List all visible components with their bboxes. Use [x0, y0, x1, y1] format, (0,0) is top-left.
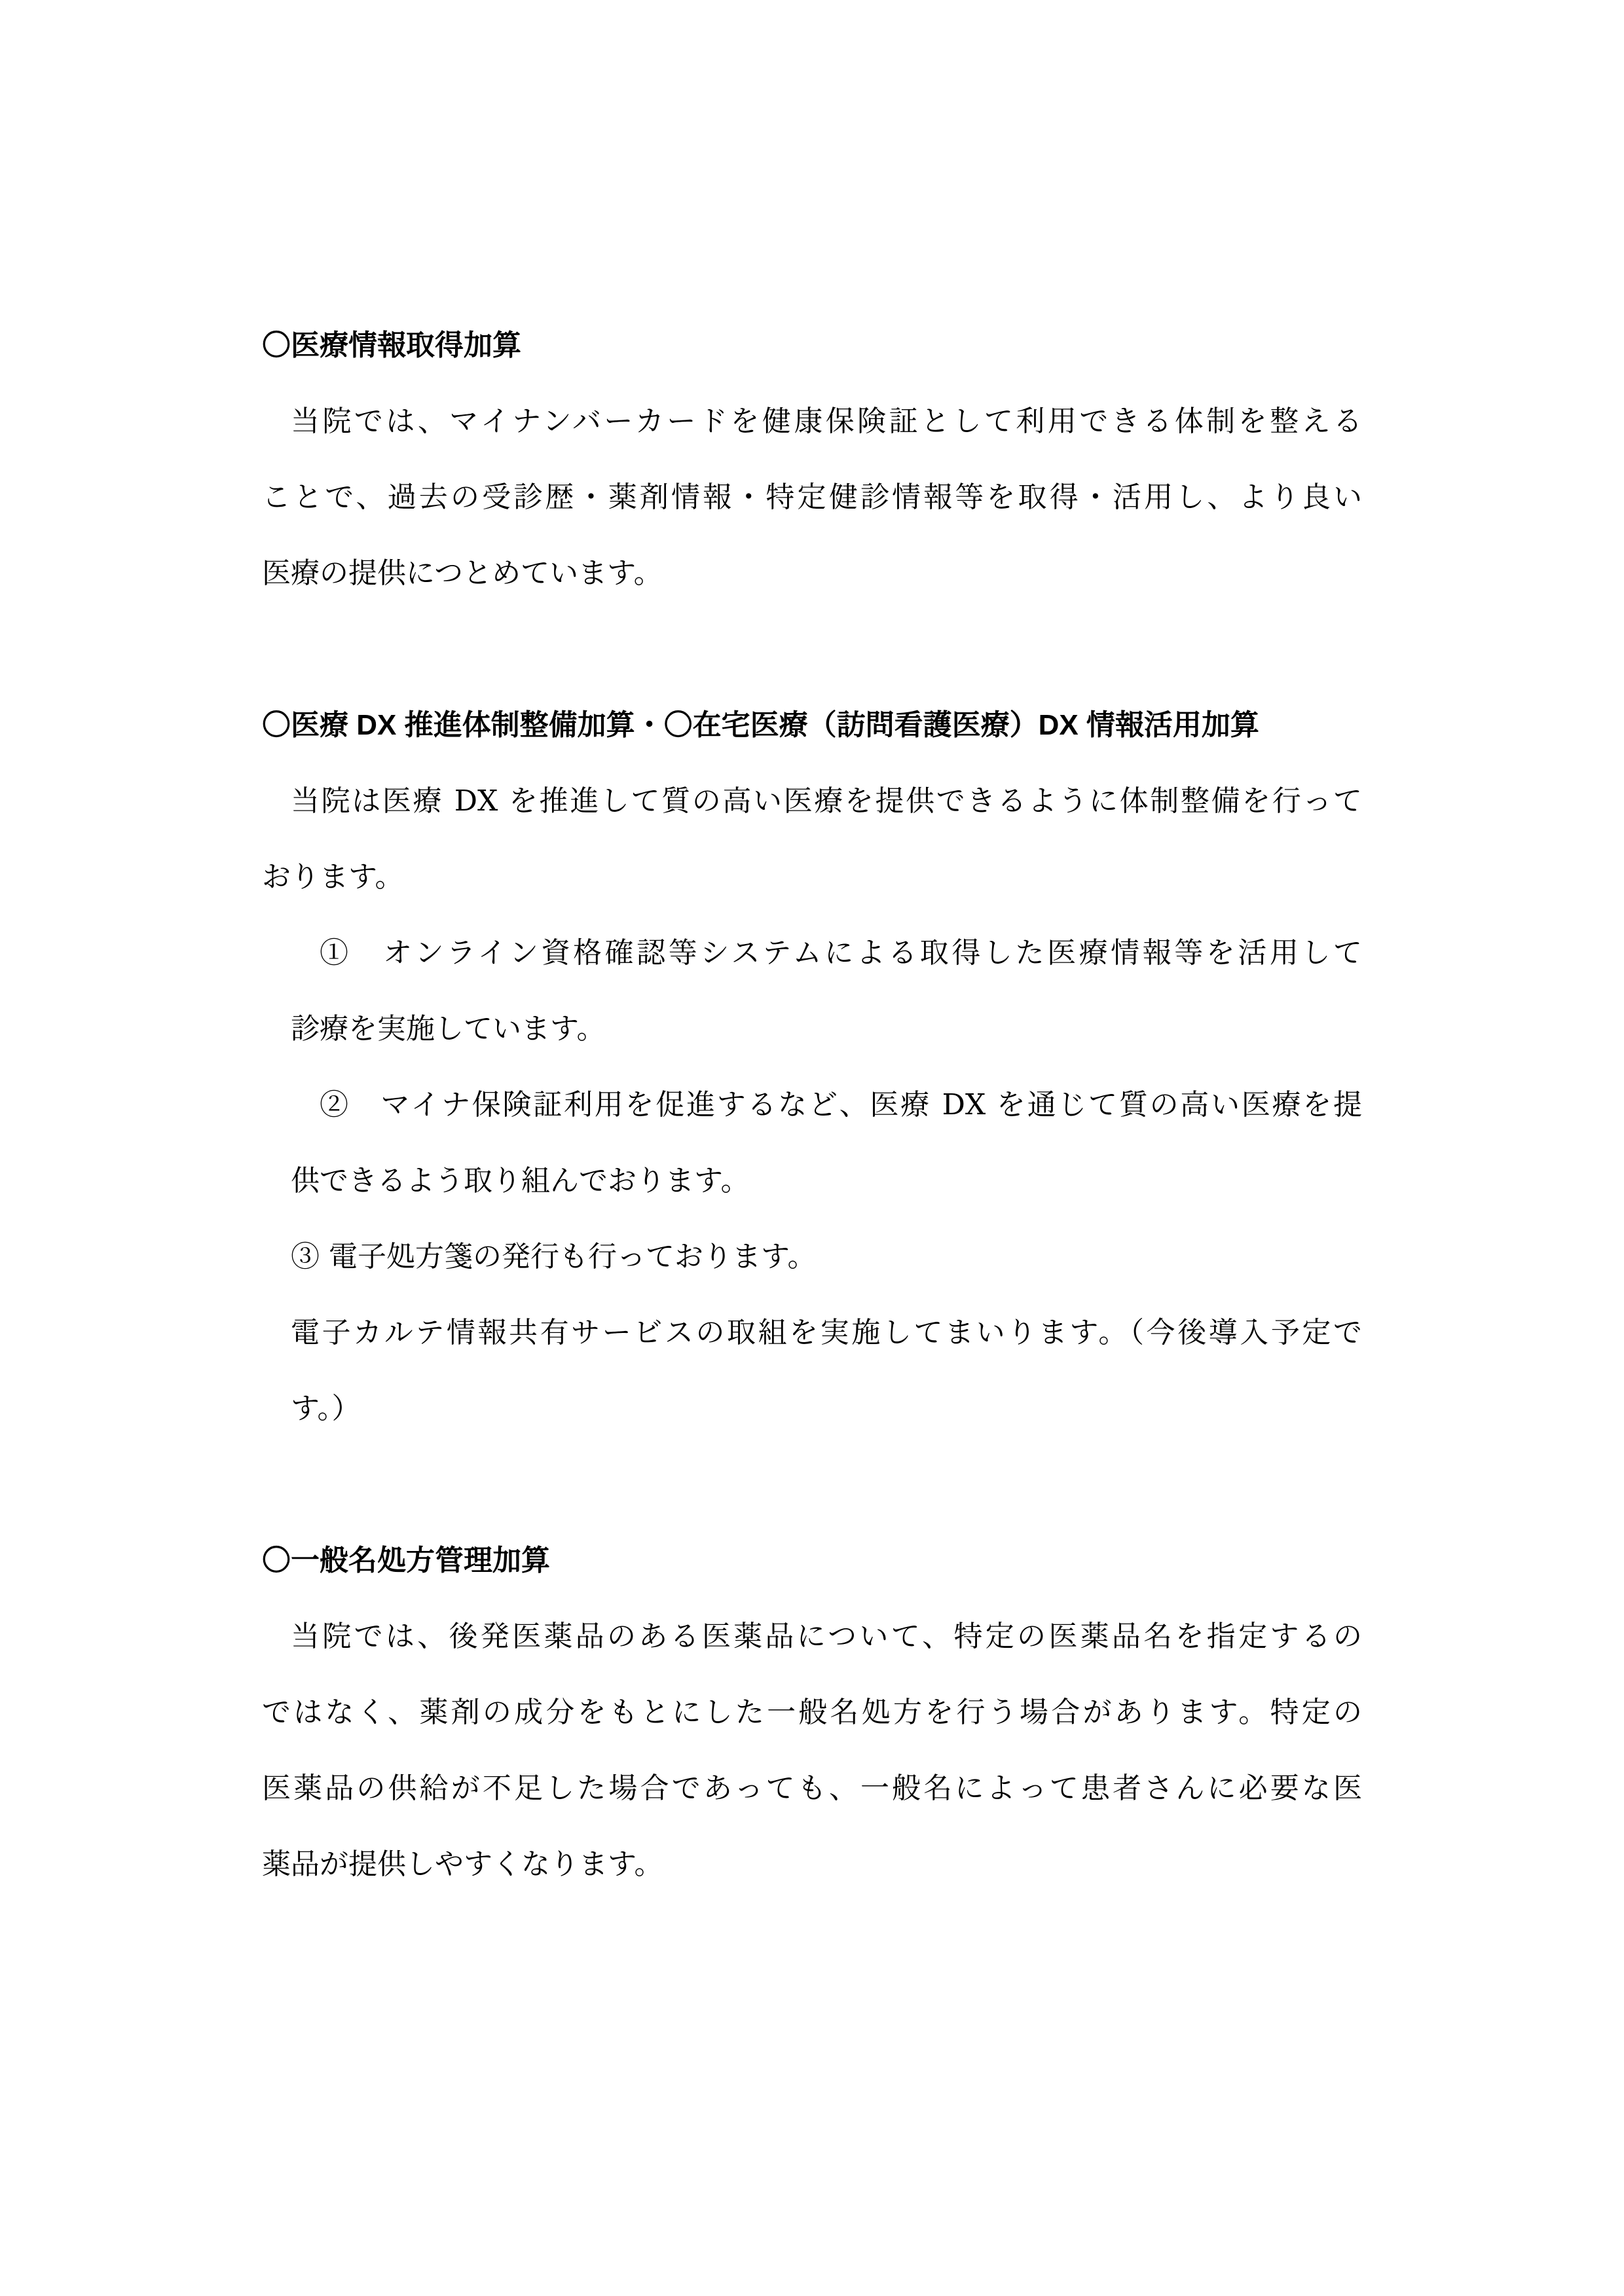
text-line: ではなく、薬剤の成分をもとにした一般名処方を行う場合があります。特定の — [262, 1696, 1362, 1729]
section-heading: 〇医療 DX 推進体制整備加算・〇在宅医療（訪問看護医療）DX 情報活用加算 — [262, 709, 1259, 741]
text-line: ① オンライン資格確認等システムによる取得した医療情報等を活用して — [320, 936, 1362, 970]
text-line: 診療を実施しています。 — [291, 1012, 606, 1046]
document-content — [262, 308, 1362, 1903]
text-line: 医薬品の供給が不足した場合であっても、一般名によって患者さんに必要な医 — [262, 1772, 1362, 1805]
text-line: 電子カルテ情報共有サービスの取組を実施してまいります。（今後導入予定で — [291, 1316, 1362, 1349]
text-line: 薬品が提供しやすくなります。 — [262, 1848, 663, 1881]
text-line: ② マイナ保険証利用を促進するなど、医療 DX を通じて質の高い医療を提 — [320, 1088, 1362, 1121]
text-line: 医療の提供につとめています。 — [262, 556, 663, 590]
section-heading: 〇一般名処方管理加算 — [262, 1544, 550, 1576]
text-line: ③ 電子処方箋の発行も行っております。 — [291, 1240, 817, 1273]
document-section — [262, 1523, 1362, 1903]
text-line: ことで、過去の受診歴・薬剤情報・特定健診情報等を取得・活用し、より良い — [262, 481, 1362, 514]
section-heading: 〇医療情報取得加算 — [262, 329, 521, 361]
text-line: おります。 — [262, 860, 404, 894]
text-line: 当院は医療 DX を推進して質の高い医療を提供できるように体制整備を行って — [291, 784, 1362, 818]
document-section — [262, 308, 1362, 611]
text-line: 供できるよう取り組んでおります。 — [291, 1164, 750, 1197]
text-line: す。） — [291, 1392, 361, 1425]
document-section — [262, 687, 1362, 1447]
text-line: 当院では、マイナンバーカードを健康保険証として利用できる体制を整える — [291, 405, 1362, 438]
text-line: 当院では、後発医薬品のある医薬品について、特定の医薬品名を指定するの — [291, 1620, 1362, 1653]
